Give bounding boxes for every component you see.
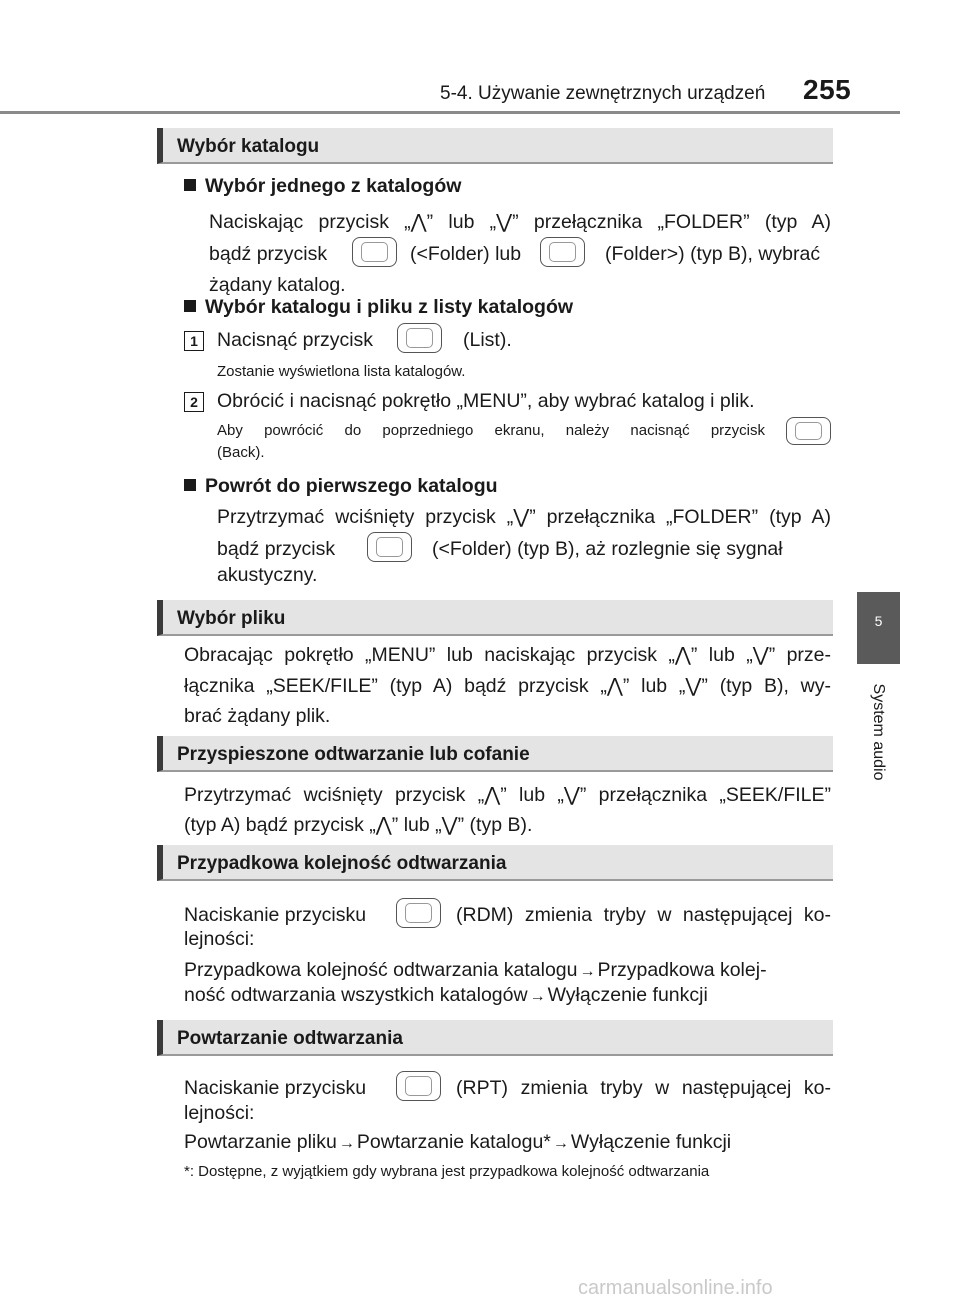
paragraph-line: akustyczny. [217, 564, 318, 586]
paragraph-line: Obracając pokrętło „MENU” lub naciskając przycisk „⋀” lub „⋁” prze- [184, 644, 831, 666]
section-heading-fast-forward-rewind [157, 736, 833, 772]
mode-sequence-line: ność odtwarzania wszystkich katalogów → Wyłączenie funkcji [184, 983, 708, 1009]
folder-prev-button-icon [367, 532, 412, 562]
paragraph-line: (RPT) zmienia tryby w następującej ko- [456, 1077, 831, 1099]
arrow-right-icon: → [552, 1135, 569, 1152]
subheading-return-first-folder: Powrót do pierwszego katalogu [184, 475, 498, 498]
paragraph-line: (<Folder) lub [410, 243, 522, 265]
paragraph-line: brać żądany plik. [184, 705, 331, 727]
header-rule [0, 111, 900, 114]
paragraph-line: (Folder>) (typ B), wybrać [605, 243, 821, 265]
chapter-tab [857, 592, 900, 664]
rdm-button-icon [396, 898, 441, 928]
arrow-right-icon: → [338, 1135, 355, 1152]
paragraph-line: Naciskając przycisk „⋀” lub „⋁” przełącznika „FOLDER” (typ A) [209, 211, 831, 233]
rpt-button-icon [396, 1071, 441, 1101]
section-title: Wybór katalogu [177, 136, 320, 157]
step-note: Zostanie wyświetlona lista katalogów. [217, 363, 466, 380]
section-title: Przypadkowa kolejność odtwarzania [177, 853, 507, 874]
folder-next-button-icon [540, 237, 585, 267]
running-header: 5-4. Używanie zewnętrznych urządzeń [440, 83, 766, 104]
step-note: Aby powrócić do poprzedniego ekranu, należy nacisnąć przycisk [217, 422, 765, 439]
step-number: 2 [184, 392, 204, 412]
paragraph-line: lejności: [184, 1102, 255, 1124]
paragraph-line: bądź przycisk [209, 243, 328, 265]
section-heading-random-playback [157, 845, 833, 881]
subheading-select-one-folder: Wybór jednego z katalogów [184, 175, 461, 198]
paragraph-line: Przytrzymać wciśnięty przycisk „⋀” lub „⋁” przełącznika „SEEK/FILE” [184, 784, 831, 806]
watermark: carmanualsonline.info [578, 1277, 773, 1299]
section-heading-repeat-playback [157, 1020, 833, 1056]
step-note: (Back). [217, 444, 265, 461]
paragraph-line: (typ A) bądź przycisk „⋀” lub „⋁” (typ B). [184, 814, 533, 836]
mode-sequence-line: Przypadkowa kolejność odtwarzania katalogu → Przypadkowa kolej- [184, 958, 767, 984]
subheading-select-from-list: Wybór katalogu i pliku z listy katalogów [184, 296, 573, 319]
paragraph-line: Naciskanie przycisku [184, 1077, 367, 1099]
square-bullet-icon [184, 300, 196, 312]
chapter-number: 5 [874, 613, 883, 629]
step-number: 1 [184, 331, 204, 351]
arrow-right-icon: → [529, 988, 546, 1005]
square-bullet-icon [184, 479, 196, 491]
paragraph-line: (RDM) zmienia tryby w następującej ko- [456, 904, 831, 926]
chapter-title: System audio [870, 683, 887, 781]
arrow-right-icon: → [579, 963, 596, 980]
section-heading-folder-select [157, 128, 833, 164]
step-text: Nacisnąć przycisk [217, 329, 374, 351]
section-title: Przyspieszone odtwarzanie lub cofanie [177, 744, 530, 765]
chapter-label [858, 672, 898, 792]
paragraph-line: Przytrzymać wciśnięty przycisk „⋁” przełącznika „FOLDER” (typ A) [217, 506, 831, 528]
section-title: Powtarzanie odtwarzania [177, 1028, 403, 1049]
paragraph-line: (<Folder) (typ B), aż rozlegnie się sygnał [432, 538, 783, 560]
folder-prev-button-icon [352, 237, 397, 267]
mode-sequence-line: Powtarzanie pliku → Powtarzanie katalogu* → Wyłączenie funkcji [184, 1130, 731, 1156]
square-bullet-icon [184, 179, 196, 191]
paragraph-line: lejności: [184, 928, 255, 950]
footnote: *: Dostępne, z wyjątkiem gdy wybrana jest przypadkowa kolejność odtwarzania [184, 1163, 710, 1180]
paragraph-line: żądany katalog. [209, 274, 346, 296]
step-text: Obrócić i nacisnąć pokrętło „MENU”, aby wybrać katalog i plik. [217, 390, 755, 412]
back-button-icon [786, 417, 831, 445]
section-heading-file-select [157, 600, 833, 636]
paragraph-line: łącznika „SEEK/FILE” (typ A) bądź przycisk „⋀” lub „⋁” (typ B), wy- [184, 675, 831, 697]
step-text: (List). [463, 329, 512, 351]
paragraph-line: Naciskanie przycisku [184, 904, 367, 926]
section-title: Wybór pliku [177, 608, 286, 629]
paragraph-line: bądź przycisk [217, 538, 336, 560]
list-button-icon [397, 323, 442, 353]
page-number: 255 [803, 74, 852, 105]
